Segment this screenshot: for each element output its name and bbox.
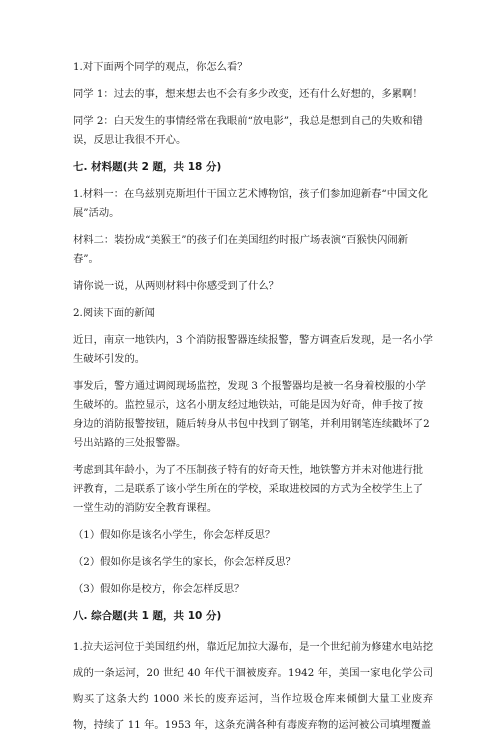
document-page [73, 58, 433, 738]
news-paragraph-3: 考虑到其年龄小，为了不压制孩子特有的好奇天性，地铁警方并未对他进行批评教育，二是联系了该小学生所在的学校，采取进校园的方式为全校学生上了一堂生动的消防安全教育课程。 [73, 464, 424, 514]
material-question: 请你说一说，从两则材料中你感受到了什么？ [73, 280, 279, 292]
sub-question-2: （2）假如你是该名学生的家长，你会怎样反思？ [73, 556, 296, 568]
student-1-view: 同学 1：过去的事，想来想去也不会有多少改变，还有什么好想的，多累啊！ [73, 88, 423, 100]
news-paragraph-1: 近日，南京一地铁内，3 个消防报警器连续报警，警方调查后发现，是一名小学生破坏引发的。 [73, 334, 433, 365]
material-2: 材料二：装扮成“美猴王”的孩子们在美国纽约时报广场表演“百猴快闪闹新春”。 [73, 234, 408, 265]
material-1: 1.材料一：在乌兹别克斯坦什干国立艺术博物馆，孩子们参加迎新春“中国文化展”活动。 [73, 188, 428, 219]
student-2-view: 同学 2：白天发生的事情经常在我眼前“放电影”，我总是想到自己的失败和错误，反思让我很不开心。 [73, 115, 423, 146]
sub-question-1: （1）假如你是该名小学生，你会怎样反思？ [73, 529, 276, 541]
sub-question-3: （3）假如你是校方，你会怎样反思？ [73, 583, 245, 595]
question-2-prompt: 2.阅读下面的新闻 [73, 307, 155, 319]
section-7-title: 七. 材料题(共 2 题，共 18 分) [73, 161, 222, 173]
comprehensive-question-1: 1.拉夫运河位于美国纽约州，靠近尼加拉大瀑布，是一个世纪前为修建水电站挖成的一条运河，20 世纪 40 年代干涸被废弃。1942 年，美国一家电化学公司购买了这条大约 1000 米长的废弃运河，当作垃圾仓库来倾倒大量工业废弃物，持续了 11 年。1953 年，这条充满各种有毒废弃物的运河被公司填埋覆盖 [73, 641, 433, 731]
section-8-title: 八. 综合题(共 1 题，共 10 分) [73, 610, 222, 622]
question-1-prompt: 1.对下面两个同学的观点，你怎么看？ [73, 61, 248, 73]
news-paragraph-2: 事发后，警方通过调阅现场监控，发现 3 个报警器均是被一名身着校服的小学生破坏的。监控显示，这名小朋友经过地铁站，可能是因为好奇，伸手按了按身边的消防报警按钮，随后转身从书包中找到了钢笔，并利用钢笔连续戳坏了2 号出站路的三处报警器。 [73, 380, 430, 449]
